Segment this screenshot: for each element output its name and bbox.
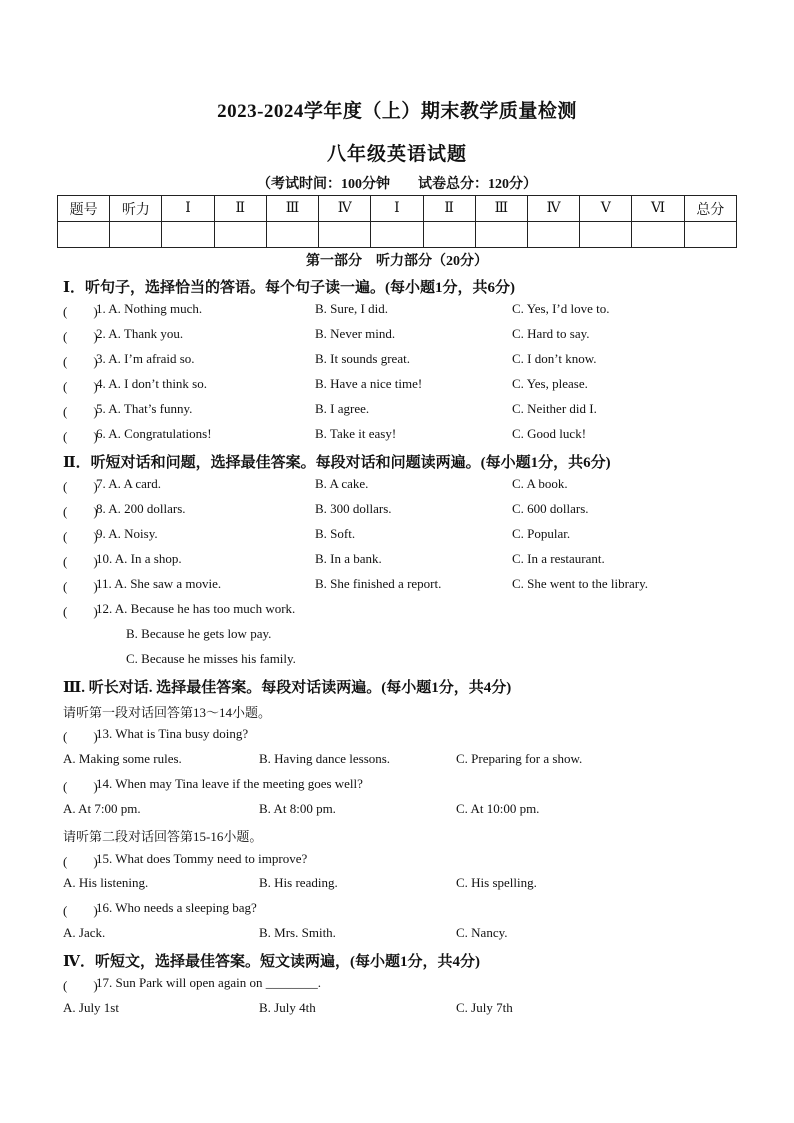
option-a: 12. A. Because he has too much work. — [96, 601, 296, 616]
answer-blank: ( ) — [63, 304, 98, 319]
option-c: C. July 7th — [456, 1000, 513, 1015]
option-b: B. In a bank. — [315, 551, 382, 566]
score-header-cell: Ⅵ — [632, 196, 684, 222]
answer-blank: ( ) — [63, 329, 98, 344]
question-row — [63, 401, 743, 423]
question-text: 17. Sun Park will open again on ________. — [96, 975, 321, 990]
section-3-title: Ⅲ. 听长对话. 选择最佳答案。每段对话读两遍。(每小题1分，共4分) — [63, 680, 512, 696]
score-header-cell: Ⅴ — [580, 196, 632, 222]
option-b: B. July 4th — [259, 1000, 316, 1015]
option-b: B. His reading. — [259, 875, 338, 890]
answer-blank: ( ) — [63, 529, 98, 544]
options-row — [63, 1000, 743, 1022]
option-a: 11. A. She saw a movie. — [96, 576, 222, 591]
option-a: 1. A. Nothing much. — [96, 301, 203, 316]
option-b: B. At 8:00 pm. — [259, 801, 336, 816]
option-b: B. Because he gets low pay. — [126, 626, 272, 641]
option-a: 10. A. In a shop. — [96, 551, 182, 566]
question-row — [63, 301, 743, 323]
score-header-cell: Ⅳ — [527, 196, 579, 222]
score-value-cell — [527, 222, 579, 248]
question-row — [63, 900, 743, 922]
exam-info — [0, 173, 794, 193]
score-header-cell: Ⅲ — [475, 196, 527, 222]
question-text: 14. When may Tina leave if the meeting goes well? — [96, 776, 363, 791]
score-table — [57, 195, 737, 248]
answer-blank: ( ) — [63, 579, 98, 594]
answer-blank: ( ) — [63, 429, 98, 444]
score-header-cell: 题号 — [58, 196, 110, 222]
option-a: 6. A. Congratulations! — [96, 426, 212, 441]
option-a: 3. A. I’m afraid so. — [96, 351, 195, 366]
score-value-cell — [632, 222, 684, 248]
total-score: 试卷总分：120分） — [418, 177, 537, 192]
option-c: C. His spelling. — [456, 875, 537, 890]
option-a: 5. A. That’s funny. — [96, 401, 193, 416]
score-value-cell — [423, 222, 475, 248]
option-c: C. I don’t know. — [512, 351, 597, 366]
score-value-cell — [162, 222, 214, 248]
options-row — [63, 925, 743, 947]
score-value-cell — [684, 222, 736, 248]
exam-title: 2023-2024学年度（上）期末教学质量检测 — [217, 101, 577, 122]
question-text: 16. Who needs a sleeping bag? — [96, 900, 257, 915]
answer-blank: ( ) — [63, 903, 98, 918]
question-row — [63, 326, 743, 348]
options-row — [63, 875, 743, 897]
option-a: 4. A. I don’t think so. — [96, 376, 207, 391]
score-value-cell — [110, 222, 162, 248]
score-table-header-row — [58, 196, 737, 222]
option-c: C. At 10:00 pm. — [456, 801, 540, 816]
question-row — [63, 376, 743, 398]
score-value-cell — [319, 222, 371, 248]
options-row — [63, 751, 743, 773]
answer-blank: ( ) — [63, 404, 98, 419]
question-row — [63, 476, 743, 498]
option-b: B. Soft. — [315, 526, 356, 541]
score-header-cell: 总分 — [684, 196, 736, 222]
option-b: B. Sure, I did. — [315, 301, 388, 316]
dialogue-1-instruction: 请听第一段对话回答第13～14小题。 — [63, 705, 272, 720]
option-a: A. Jack. — [63, 925, 106, 940]
option-c: C. Nancy. — [456, 925, 508, 940]
question-row — [63, 975, 743, 997]
question-row — [63, 726, 743, 748]
answer-blank: ( ) — [63, 379, 98, 394]
option-a: A. Making some rules. — [63, 751, 182, 766]
option-c: C. A book. — [512, 476, 568, 491]
dialogue-2-instruction: 请听第二段对话回答第15-16小题。 — [63, 829, 263, 844]
option-c: C. 600 dollars. — [512, 501, 589, 516]
answer-blank: ( ) — [63, 504, 98, 519]
question-row — [63, 426, 743, 448]
score-value-cell — [58, 222, 110, 248]
score-header-cell: Ⅰ — [162, 196, 214, 222]
score-header-cell: Ⅱ — [423, 196, 475, 222]
answer-blank: ( ) — [63, 854, 98, 869]
section-2-title: Ⅱ．听短对话和问题，选择最佳答案。每段对话和问题读两遍。(每小题1分，共6分) — [63, 455, 611, 471]
question-row — [63, 551, 743, 573]
score-value-cell — [214, 222, 266, 248]
exam-time: （考试时间：100分钟 — [257, 177, 390, 192]
option-a: 7. A. A card. — [96, 476, 161, 491]
section-4-title: Ⅳ．听短文，选择最佳答案。短文读两遍，(每小题1分，共4分) — [63, 954, 481, 970]
option-c: C. Good luck! — [512, 426, 587, 441]
answer-blank: ( ) — [63, 779, 98, 794]
question-row — [63, 501, 743, 523]
option-b: B. Never mind. — [315, 326, 396, 341]
score-header-cell: Ⅳ — [319, 196, 371, 222]
option-b: B. I agree. — [315, 401, 370, 416]
score-value-cell — [266, 222, 318, 248]
option-c: C. Hard to say. — [512, 326, 590, 341]
section-1-title: Ⅰ．听句子，选择恰当的答语。每个句子读一遍。(每小题1分，共6分) — [63, 280, 516, 296]
option-c: C. Yes, I’d love to. — [512, 301, 610, 316]
answer-blank: ( ) — [63, 729, 98, 744]
question-row — [63, 626, 743, 648]
score-value-cell — [580, 222, 632, 248]
option-a: A. At 7:00 pm. — [63, 801, 141, 816]
answer-blank: ( ) — [63, 354, 98, 369]
option-c: C. Yes, please. — [512, 376, 588, 391]
option-b: B. Have a nice time! — [315, 376, 423, 391]
option-c: C. Preparing for a show. — [456, 751, 583, 766]
option-b: B. Take it easy! — [315, 426, 397, 441]
answer-blank: ( ) — [63, 554, 98, 569]
score-header-cell: 听力 — [110, 196, 162, 222]
option-b: B. A cake. — [315, 476, 369, 491]
answer-blank: ( ) — [63, 479, 98, 494]
question-row — [63, 351, 743, 373]
option-c: C. Neither did I. — [512, 401, 597, 416]
option-a: 8. A. 200 dollars. — [96, 501, 186, 516]
question-row — [63, 776, 743, 798]
question-row — [63, 851, 743, 873]
answer-blank: ( ) — [63, 604, 98, 619]
score-value-cell — [475, 222, 527, 248]
options-row — [63, 801, 743, 823]
option-b: B. Mrs. Smith. — [259, 925, 336, 940]
question-text: 15. What does Tommy need to improve? — [96, 851, 308, 866]
option-c: C. Popular. — [512, 526, 571, 541]
score-header-cell: Ⅰ — [371, 196, 423, 222]
score-header-cell: Ⅱ — [214, 196, 266, 222]
option-b: B. 300 dollars. — [315, 501, 392, 516]
option-a: A. July 1st — [63, 1000, 119, 1015]
score-table-value-row — [58, 222, 737, 248]
question-row — [63, 576, 743, 598]
question-row — [63, 601, 743, 623]
exam-subtitle: 八年级英语试题 — [326, 144, 467, 165]
score-value-cell — [371, 222, 423, 248]
question-row — [63, 526, 743, 548]
option-a: A. His listening. — [63, 875, 149, 890]
question-row — [63, 651, 743, 673]
score-header-cell: Ⅲ — [266, 196, 318, 222]
option-c: C. Because he misses his family. — [126, 651, 296, 666]
option-a: 9. A. Noisy. — [96, 526, 158, 541]
part-one-heading: 第一部分 听力部分（20分） — [306, 254, 488, 269]
option-b: B. It sounds great. — [315, 351, 410, 366]
question-text: 13. What is Tina busy doing? — [96, 726, 249, 741]
option-c: C. In a restaurant. — [512, 551, 605, 566]
option-c: C. She went to the library. — [512, 576, 648, 591]
option-a: 2. A. Thank you. — [96, 326, 184, 341]
answer-blank: ( ) — [63, 978, 98, 993]
option-b: B. She finished a report. — [315, 576, 442, 591]
option-b: B. Having dance lessons. — [259, 751, 391, 766]
